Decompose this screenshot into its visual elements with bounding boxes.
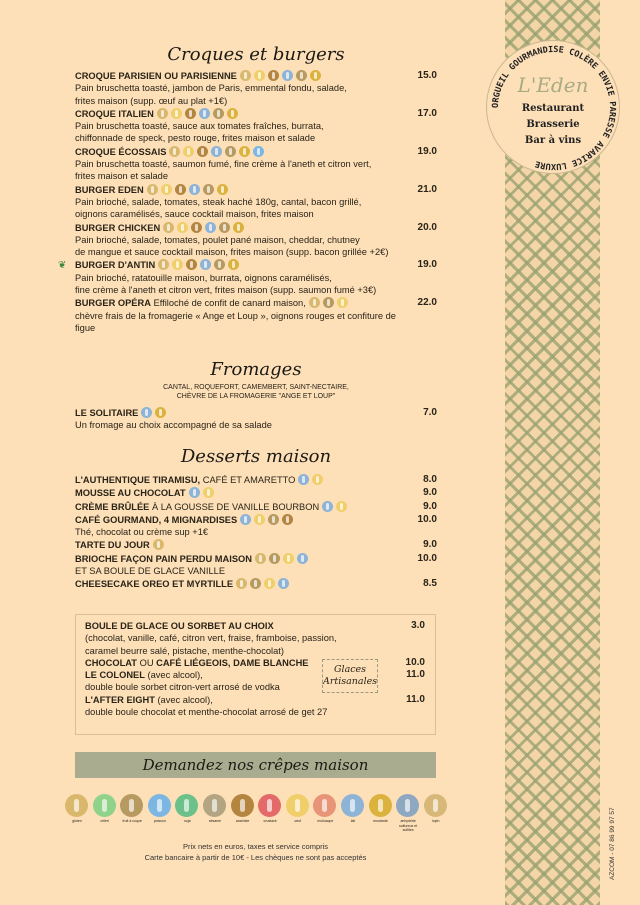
arachide-allergen-icon	[197, 146, 208, 157]
item-description: frites maison et salade	[75, 171, 169, 182]
item-name: CROQUE PARISIEN OU PARISIENNE	[75, 71, 237, 81]
menu-item	[75, 70, 437, 107]
item-price: 19.0	[417, 145, 437, 157]
lait-allergen-icon	[200, 259, 211, 270]
fruit-allergen-icon	[225, 146, 236, 157]
logo-line: Brasserie	[526, 119, 580, 130]
item-description: Pain bruschetta toasté, saumon fumé, fine crème à l'aneth et citron vert,	[75, 159, 372, 170]
celeri-allergen-icon	[93, 794, 116, 817]
item-name: BOULE DE GLACE OU SORBET AU CHOIX	[85, 621, 274, 631]
gluten-allergen-icon	[158, 259, 169, 270]
sulfite-allergen-icon	[396, 794, 419, 817]
lait-allergen-icon	[211, 146, 222, 157]
legend-item	[231, 794, 255, 833]
item-description: fine crème à l'aneth et citron vert, frites maison (supp. saumon fumé +3€)	[75, 285, 377, 296]
gluten-allergen-icon	[147, 184, 158, 195]
item-price: 8.0	[423, 474, 437, 485]
item-description: Un fromage au choix accompagné de sa salade	[75, 420, 272, 431]
item-name: BURGER CHICKEN	[75, 222, 161, 233]
fruit-allergen-icon	[269, 553, 280, 564]
item-description: (chocolat, vanille, café, citron vert, fraise, framboise, passion,	[85, 633, 337, 644]
item-name: BURGER D'ANTIN	[75, 260, 156, 271]
legend-item	[313, 794, 337, 833]
lait-allergen-icon	[189, 184, 200, 195]
moutarde-allergen-icon	[233, 222, 244, 233]
legend-label: soja	[184, 819, 191, 823]
restaurant-logo	[486, 40, 620, 174]
item-name-extra: (avec alcool),	[154, 694, 213, 705]
item-name-line	[75, 487, 403, 499]
section-fromages	[75, 359, 437, 433]
lait-allergen-icon	[199, 108, 210, 119]
item-name: CRÈME BRÛLÉE	[75, 501, 150, 512]
fruit-allergen-icon	[250, 578, 261, 589]
menu-item	[75, 501, 437, 513]
arachide-allergen-icon	[186, 259, 197, 270]
oeuf-allergen-icon	[203, 487, 214, 498]
moutarde-allergen-icon	[239, 146, 250, 157]
menu-item	[75, 146, 437, 183]
svg-text:ORGUEIL GOURMANDISE COLÈRE: ORGUEIL GOURMANDISE COLÈRE ENVIE PARESSE AVARICE LUXURE	[490, 44, 618, 172]
oeuf-allergen-icon	[336, 501, 347, 512]
item-name-line	[75, 539, 403, 551]
item-name-line	[75, 297, 403, 309]
footer-line: Prix nets en euros, taxes et service compris	[182, 842, 329, 851]
oeuf-allergen-icon	[171, 108, 182, 119]
item-name-line	[75, 222, 403, 234]
lait-allergen-icon	[297, 553, 308, 564]
legend-item	[148, 794, 172, 833]
item-name-line	[75, 70, 403, 82]
item-name: CROQUE ÉCOSSAIS	[75, 146, 167, 157]
item-name: CAFÉ LIÉGEOIS, DAME BLANCHE	[156, 657, 309, 668]
menu-item	[75, 514, 437, 539]
item-description: Pain bruschetta toasté, jambon de Paris, emmental fondu, salade,	[75, 83, 347, 94]
gluten-allergen-icon	[163, 222, 174, 233]
item-description: oignons caramélisés, sauce cocktail maison, frites maison	[75, 209, 314, 220]
item-price: 7.0	[423, 407, 437, 418]
item-description: caramel beurre salé, pistache, menthe-chocolat)	[85, 645, 284, 656]
item-name-extra: Effiloché de confit de canard maison,	[150, 298, 306, 309]
item-name: BURGER EDEN	[75, 184, 144, 195]
lait-allergen-icon	[189, 487, 200, 498]
legend-label: gluten	[72, 819, 82, 823]
legend-label: céleri	[100, 819, 109, 823]
menu-item	[58, 259, 437, 296]
fruit-allergen-icon	[323, 297, 334, 308]
section-croques	[58, 44, 437, 335]
vegetarian-leaf-icon: ❦	[58, 260, 67, 272]
item-description: Thé, chocolat ou crème sup +1€	[75, 527, 209, 538]
moutarde-allergen-icon	[369, 794, 392, 817]
legend-label: sésame	[208, 819, 222, 823]
item-name: TARTE DU JOUR	[75, 540, 150, 551]
moutarde-allergen-icon	[155, 407, 166, 418]
item-name-line	[75, 474, 403, 486]
item-description: de mangue et sauce cocktail maison, frites maison (supp. bacon grillée +2€)	[75, 247, 389, 258]
section-title: Desserts maison	[180, 446, 332, 467]
gluten-allergen-icon	[236, 578, 247, 589]
oeuf-allergen-icon	[183, 146, 194, 157]
moutarde-allergen-icon	[217, 184, 228, 195]
legend-label: fruit à coque	[122, 819, 142, 823]
item-name: BRIOCHE FAÇON PAIN PERDU MAISON	[75, 553, 252, 564]
section-desserts	[75, 446, 437, 592]
lait-allergen-icon	[205, 222, 216, 233]
legend-label: lupin	[432, 819, 440, 823]
item-name-line	[75, 501, 403, 513]
item-name: LE SOLITAIRE	[75, 408, 139, 418]
legend-label: poisson	[153, 819, 166, 823]
legend-item	[258, 794, 282, 833]
item-description: Pain brioché, ratatouille maison, burrata, oignons caramélisés,	[75, 272, 332, 283]
item-description: frites maison (supp. œuf au plat +1€)	[75, 95, 228, 106]
lait-allergen-icon	[240, 514, 251, 525]
legend-item	[369, 794, 393, 833]
item-name-extra: (avec alcool),	[144, 670, 203, 681]
item-name-line	[75, 184, 403, 196]
fruit-allergen-icon	[203, 184, 214, 195]
arachide-allergen-icon	[175, 184, 186, 195]
item-price: 20.0	[417, 221, 437, 233]
logo-name: L'Eden	[517, 73, 589, 97]
item-price: 8.5	[423, 578, 437, 590]
item-price: 22.0	[417, 297, 437, 309]
legend-item	[65, 794, 89, 833]
item-price: 11.0	[406, 669, 425, 681]
lait-allergen-icon	[298, 474, 309, 485]
ice-cream-box	[75, 614, 436, 735]
note-line: CHÈVRE DE LA FROMAGERIE "ANGE ET LOUP"	[176, 393, 336, 400]
menu-item	[75, 108, 437, 145]
cheese-list	[75, 383, 437, 401]
oeuf-allergen-icon	[254, 70, 265, 81]
item-name: L'AFTER EIGHT	[85, 694, 155, 705]
footer-line: Carte bancaire à partir de 10€ - Les chèques ne sont pas acceptés	[144, 853, 367, 862]
menu-item	[75, 487, 437, 499]
gluten-allergen-icon	[255, 553, 266, 564]
gluten-allergen-icon	[157, 108, 168, 119]
legend-item	[341, 794, 365, 833]
item-name: L'AUTHENTIQUE TIRAMISU,	[75, 475, 201, 485]
legend-item	[175, 794, 199, 833]
item-name: CHEESECAKE OREO ET MYRTILLE	[75, 579, 234, 590]
lait-allergen-icon	[141, 407, 152, 418]
soja-allergen-icon	[175, 794, 198, 817]
item-price: 3.0	[411, 620, 425, 631]
item-name: BURGER OPÉRA	[75, 298, 151, 309]
item-price: 9.0	[423, 500, 437, 512]
oeuf-allergen-icon	[254, 514, 265, 525]
item-name-line	[75, 108, 403, 120]
glaces-artisanales-stamp	[322, 659, 378, 693]
section-title: Fromages	[210, 359, 302, 380]
oeuf-allergen-icon	[264, 578, 275, 589]
item-name: CROQUE ITALIEN	[75, 108, 154, 119]
poisson-allergen-icon	[148, 794, 171, 817]
item-description: Pain brioché, salade, tomates, poulet pané maison, cheddar, chutney	[75, 234, 360, 245]
menu-item	[75, 222, 437, 259]
fruit-allergen-icon	[219, 222, 230, 233]
item-price: 10.0	[417, 552, 437, 564]
item-name-line	[85, 620, 391, 632]
item-name: CHOCOLAT	[85, 657, 137, 668]
arachide-allergen-icon	[282, 514, 293, 525]
oeuf-allergen-icon	[283, 553, 294, 564]
item-description: Pain bruschetta toasté, sauce aux tomates fraîches, burrata,	[75, 121, 324, 132]
oeuf-allergen-icon	[177, 222, 188, 233]
stamp-line: Artisanales	[323, 676, 378, 687]
item-name-extra: À LA GOUSSE DE VANILLE BOURBON	[149, 501, 320, 512]
item-price: 9.0	[423, 539, 437, 551]
credit: AZCOM - 07 86 99 97 57	[609, 807, 616, 880]
gluten-allergen-icon	[65, 794, 88, 817]
item-name: CAFÉ GOURMAND, 4 MIGNARDISES	[75, 514, 238, 525]
item-price: 9.0	[423, 487, 437, 499]
menu-item	[75, 407, 437, 432]
legend-item	[203, 794, 227, 833]
item-name: LE COLONEL	[85, 670, 145, 681]
stamp-line: Glaces	[333, 664, 367, 675]
item-name-line	[75, 514, 403, 526]
item-price: 21.0	[417, 183, 437, 195]
menu-item	[85, 694, 425, 719]
item-price: 10.0	[405, 656, 425, 668]
oeuf-allergen-icon	[286, 794, 309, 817]
gluten-allergen-icon	[309, 297, 320, 308]
item-name-line	[75, 578, 403, 590]
menu-item	[75, 297, 437, 334]
arachide-allergen-icon	[231, 794, 254, 817]
gluten-allergen-icon	[153, 539, 164, 550]
lait-allergen-icon	[322, 501, 333, 512]
item-description: ET SA BOULE DE GLACE VANILLE	[75, 566, 226, 577]
item-name-line	[75, 259, 403, 271]
item-name-extra: CAFÉ ET AMARETTO	[200, 475, 296, 485]
item-price: 11.0	[406, 693, 425, 705]
legend-label: arachide	[235, 819, 250, 823]
legend-label: mollusque	[317, 819, 334, 823]
item-name-line	[75, 553, 403, 565]
gluten-allergen-icon	[240, 70, 251, 81]
fruit-allergen-icon	[120, 794, 143, 817]
item-description: double boule sorbet citron-vert arrosé de vodka	[85, 682, 280, 693]
fruit-allergen-icon	[296, 70, 307, 81]
moutarde-allergen-icon	[227, 108, 238, 119]
item-description: double boule chocolat et menthe-chocolat arrosé de get 27	[85, 707, 328, 718]
arachide-allergen-icon	[268, 70, 279, 81]
lait-allergen-icon	[278, 578, 289, 589]
lait-allergen-icon	[282, 70, 293, 81]
fruit-allergen-icon	[214, 259, 225, 270]
legend-label: oeuf	[294, 819, 302, 823]
item-description: chiffonnade de speck, pesto rouge, frites maison et salade	[75, 133, 316, 144]
item-price: 15.0	[417, 70, 437, 81]
item-name: MOUSSE AU CHOCOLAT	[75, 488, 186, 499]
item-name-extra: OU	[137, 657, 157, 668]
fruit-allergen-icon	[213, 108, 224, 119]
moutarde-allergen-icon	[310, 70, 321, 81]
menu-item	[75, 553, 437, 578]
item-name-line	[85, 694, 391, 706]
poisson-allergen-icon	[253, 146, 264, 157]
item-description: chèvre frais de la fromagerie « Ange et Loup », oignons rouges et confiture de figue	[75, 310, 396, 333]
legend-label: moutarde	[373, 819, 388, 823]
legend-item	[120, 794, 144, 833]
legend-item	[93, 794, 117, 833]
arachide-allergen-icon	[191, 222, 202, 233]
lupin-allergen-icon	[424, 794, 447, 817]
legend-label: lait	[350, 819, 356, 823]
crustace-allergen-icon	[258, 794, 281, 817]
footer	[75, 841, 436, 863]
item-price: 17.0	[417, 107, 437, 119]
section-title: Croques et burgers	[167, 44, 345, 65]
allergen-legend	[65, 794, 448, 833]
moutarde-allergen-icon	[228, 259, 239, 270]
lait-allergen-icon	[341, 794, 364, 817]
menu-item	[75, 184, 437, 221]
item-price: 19.0	[417, 259, 437, 271]
menu-item	[75, 474, 437, 486]
item-price: 10.0	[417, 513, 437, 525]
item-name-line	[75, 146, 403, 158]
legend-item	[424, 794, 448, 833]
legend-item	[396, 794, 420, 833]
logo-line: Bar à vins	[524, 135, 582, 146]
item-description: Pain brioché, salade, tomates, steak haché 180g, cantal, bacon grillé,	[75, 196, 362, 207]
oeuf-allergen-icon	[312, 474, 323, 485]
legend-label: crustacé	[263, 819, 277, 823]
sesame-allergen-icon	[203, 794, 226, 817]
legend-item	[286, 794, 310, 833]
arachide-allergen-icon	[185, 108, 196, 119]
item-name-line	[75, 407, 403, 419]
crepes-banner: Demandez nos crêpes maison	[75, 752, 436, 778]
menu-item	[75, 539, 437, 551]
mollusque-allergen-icon	[313, 794, 336, 817]
logo-line: Restaurant	[521, 103, 585, 114]
oeuf-allergen-icon	[172, 259, 183, 270]
oeuf-allergen-icon	[337, 297, 348, 308]
menu-item	[85, 620, 425, 657]
menu-item	[75, 578, 437, 590]
oeuf-allergen-icon	[161, 184, 172, 195]
fruit-allergen-icon	[268, 514, 279, 525]
note-line: CANTAL, ROQUEFORT, CAMEMBERT, SAINT-NECTAIRE,	[163, 384, 349, 391]
gluten-allergen-icon	[169, 146, 180, 157]
legend-label: anhydride sulfureux et sulfites	[399, 819, 418, 832]
